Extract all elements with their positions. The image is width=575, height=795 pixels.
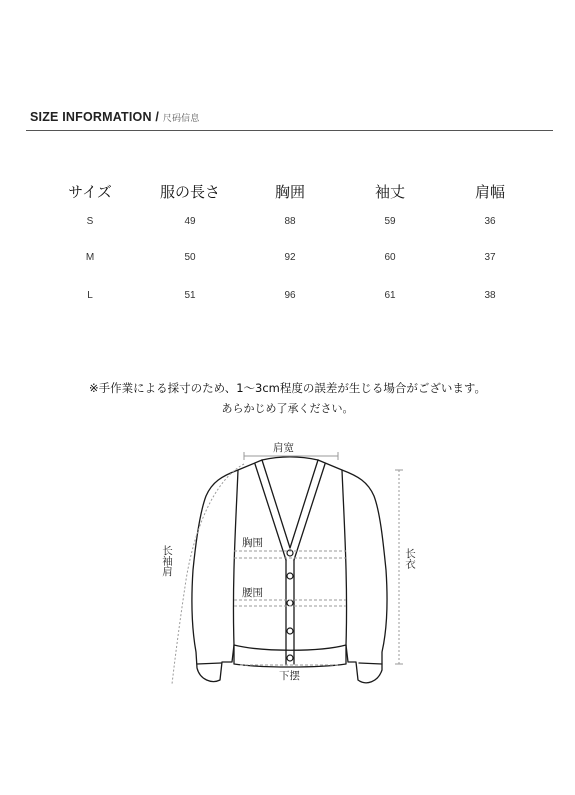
column-header-shoulder: 肩幅	[474, 182, 505, 201]
chest-label: 胸围	[242, 537, 263, 549]
sleeve-label: 长袖肩	[161, 545, 173, 577]
table-cell: 96	[284, 289, 296, 301]
measurement-note: ※手作業による採寸のため、1〜3cm程度の誤差が生じる場合がございます。	[89, 381, 486, 395]
table-cell: 50	[184, 251, 196, 263]
table-cell: 61	[384, 289, 396, 301]
button-dot	[287, 628, 293, 634]
header-title: SIZE INFORMATION	[30, 110, 152, 124]
header-separator: /	[151, 110, 163, 124]
column-header-size: サイズ	[68, 182, 112, 201]
button-dot	[287, 573, 293, 579]
table-cell: L	[87, 289, 93, 301]
table-cell: 36	[484, 215, 496, 227]
button-dot	[287, 600, 293, 606]
table-cell: 37	[484, 251, 496, 263]
table-cell: 59	[384, 215, 396, 227]
table-cell: 60	[384, 251, 396, 263]
table-cell: S	[86, 215, 94, 227]
table-cell: 92	[284, 251, 296, 263]
button-dot	[287, 655, 293, 661]
table-cell: M	[85, 251, 95, 263]
header-subtitle: 尺码信息	[162, 113, 200, 123]
shoulder-label: 肩宽	[273, 442, 294, 454]
column-header-chest: 胸囲	[274, 182, 305, 201]
cardigan-outline	[192, 457, 387, 683]
table-cell: 88	[284, 215, 296, 227]
waist-label: 腰围	[242, 587, 263, 599]
column-header-sleeve: 袖丈	[374, 182, 405, 201]
hem-label: 下摆	[279, 670, 300, 682]
table-cell: 49	[184, 215, 196, 227]
column-header-length: 服の長さ	[159, 182, 220, 201]
table-cell: 51	[184, 289, 196, 301]
table-cell: 38	[484, 289, 496, 301]
length-label: 长衣	[404, 548, 416, 569]
measurement-note-2: あらかじめ了承ください。	[221, 402, 354, 415]
